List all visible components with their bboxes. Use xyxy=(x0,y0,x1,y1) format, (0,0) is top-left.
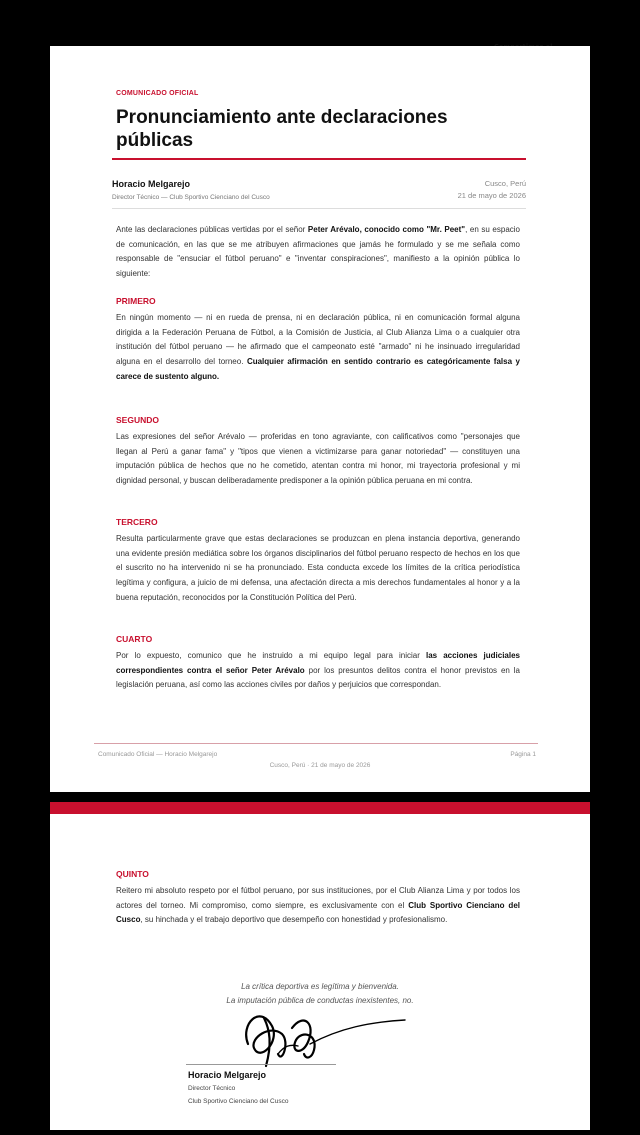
section-heading: CUARTO xyxy=(116,634,153,644)
section-tercero xyxy=(116,517,520,606)
signature-line xyxy=(186,1064,336,1065)
section-heading: QUINTO xyxy=(116,869,149,879)
section-paragraph: Las expresiones del señor Arévalo — proferidas en tono agraviante, con calificativos como "personajes que llegan al Perú a ganar fama" y "tipos que vienen a victimizarse para ganar notoriedad" — constituyen una imputación pública de hechos que no he cometido, atentan contra mi honor, mi trayectoria profesional y mi dignidad personal, y buscan deliberadamente predisponer a la opinión pública peruana en mi contra. xyxy=(116,432,520,486)
section-quinto xyxy=(116,869,520,928)
section-segundo xyxy=(116,415,520,489)
page-title: Pronunciamiento ante declaraciones públicas xyxy=(116,107,448,151)
section-heading: PRIMERO xyxy=(116,296,156,306)
header-band xyxy=(50,802,590,814)
author-role: Director Técnico — Club Sportivo Cienciano del Cusco xyxy=(112,194,270,201)
section-heading: TERCERO xyxy=(116,517,158,527)
closing-quote-line-2: La imputación pública de conductas inexistentes, no. xyxy=(226,996,414,1005)
section-paragraph: Reitero mi absoluto respeto por el fútbol peruano, por sus instituciones, por el Club Alianza Lima y por todos los actores del torneo. Mi compromiso, como siempre, es exclusivamente con el Club Sportivo Cienciano del Cusco, su hinchada y el trabajo deportivo que desempeño con honestidad y profesionalismo. xyxy=(116,886,520,925)
author-name: Horacio Melgarejo xyxy=(112,179,191,189)
handwritten-signature xyxy=(220,984,420,1074)
meta-divider xyxy=(112,208,526,209)
document-place: Cusco, Perú xyxy=(484,179,526,188)
footer-divider xyxy=(94,743,538,744)
section-cuarto xyxy=(116,634,520,693)
intro-paragraph: Ante las declaraciones públicas vertidas por el señor Peter Arévalo, conocido como "Mr. Peet", en su espacio de comunicación, en las que se me atribuyen afirmaciones que jamás he formulado y se me señala como responsable de "ensuciar el fútbol peruano" e "inventar conspiraciones", manifiesto a la opinión pública lo siguiente: xyxy=(116,225,521,279)
closing-quote-line-1: La crítica deportiva es legítima y bienvenida. xyxy=(241,982,399,991)
intro-section xyxy=(116,223,520,282)
signatory-club: Club Sportivo Cienciano del Cusco xyxy=(188,1098,289,1105)
kicker-label: COMUNICADO OFICIAL xyxy=(116,90,199,97)
section-paragraph: Resulta particularmente grave que estas declaraciones se produzcan en plena instancia deportiva, generando una evidente presión mediática sobre los órganos disciplinarios del fútbol peruano respecto de hechos en los que el suscrito no ha intervenido ni se ha pronunciado. Esta conducta excede los límites de la crítica periodística legítima y configura, a juicio de mi defensa, una afectación directa a mis derechos fundamentales al honor y a la buena reputación, reconocidos por la Constitución Política del Perú. xyxy=(116,534,520,602)
document-page-2 xyxy=(50,802,590,1130)
footer-center-text: Cusco, Perú · 21 de mayo de 2026 xyxy=(269,762,371,769)
footer-left-text: Comunicado Oficial — Horacio Melgarejo xyxy=(98,751,218,758)
section-heading: SEGUNDO xyxy=(116,415,159,425)
document-date: 21 de mayo de 2026 xyxy=(457,191,526,200)
page-number: Página 1 xyxy=(510,751,536,758)
section-primero xyxy=(116,296,520,385)
signatory-role: Director Técnico xyxy=(188,1085,236,1092)
signatory-name: Horacio Melgarejo xyxy=(188,1070,267,1080)
section-paragraph: En ningún momento — ni en rueda de prensa, ni en declaración pública, ni en comunicación formal alguna dirigida a la Federación Peruana de Fútbol, a la Comisión de Justicia, al Club Alianza Lima o a cualquier otra institución del fútbol peruano — he afirmado que el campeonato esté "armado" ni he insinuado irregularidad alguna en el desarrollo del torneo. Cualquier afirmación en sentido contrario es categóricamente falsa y carece de sustento alguno. xyxy=(116,313,520,381)
document-page-1 xyxy=(50,46,590,792)
title-divider xyxy=(112,158,526,160)
section-paragraph: Por lo expuesto, comunico que he instruido a mi equipo legal para iniciar las acciones judiciales correspondientes contra el señor Peter Arévalo por los presuntos delitos contra el honor previstos en la legislación peruana, así como las acciones civiles por daños y perjuicios que correspondan. xyxy=(116,651,520,690)
